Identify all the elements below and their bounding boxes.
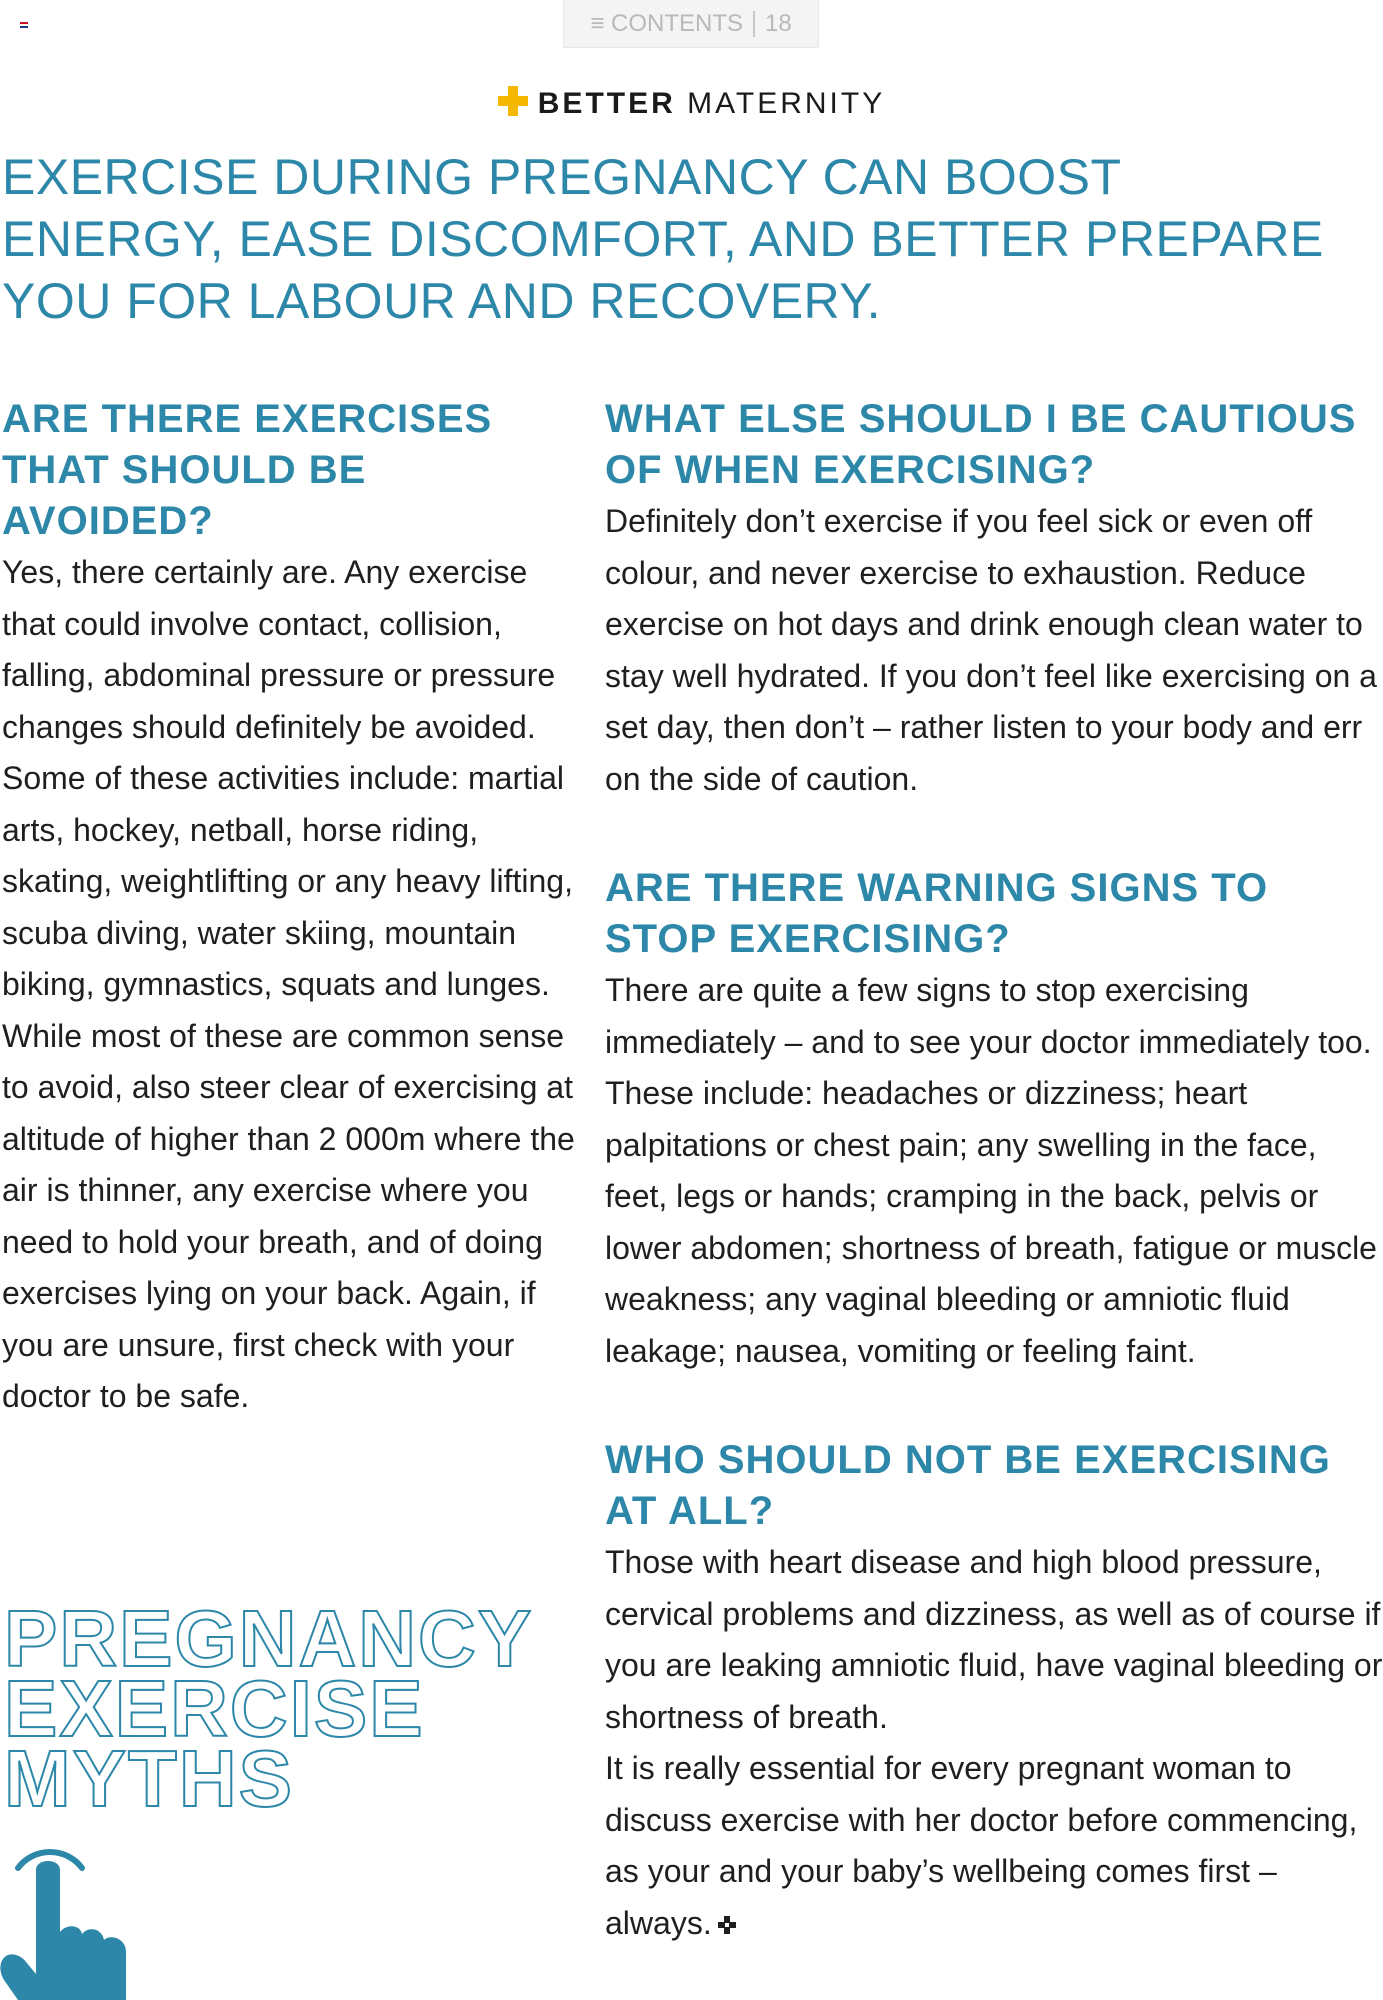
contents-label: ≡ CONTENTS xyxy=(590,9,743,37)
myths-line-1: PREGNANCY xyxy=(4,1594,534,1683)
end-mark-icon xyxy=(718,1916,736,1934)
contents-button[interactable] xyxy=(563,0,819,48)
myths-line-2: EXERCISE xyxy=(4,1664,425,1753)
question-heading: ARE THERE WARNING SIGNS TO STOP EXERCISING? xyxy=(605,866,1269,961)
left-column xyxy=(2,394,577,1423)
page-headline: EXERCISE DURING PREGNANCY CAN BOOST ENERGY, EASE DISCOMFORT, AND BETTER PREPARE YOU FOR LABOUR AND RECOVERY. xyxy=(2,149,1324,329)
page-number: 18 xyxy=(764,9,792,37)
divider xyxy=(753,11,755,37)
cross-icon xyxy=(498,86,528,116)
myths-line-3: MYTHS xyxy=(4,1734,294,1823)
flag-icon xyxy=(20,22,28,28)
pointing-hand-icon[interactable] xyxy=(0,1820,130,2000)
answer-text: There are quite a few signs to stop exercising immediately – and to see your doctor immediately too. These include: headaches or dizziness; heart palpitations or chest pain; any swelling in the face, feet, legs or hands; cramping in the back, pelvis or lower abdomen; shortness of breath, fatigue or muscle weakness; any vaginal bleeding or amniotic fluid leakage; nausea, vomiting or feeling faint. xyxy=(605,972,1377,1369)
answer-text: Yes, there certainly are. Any exercise that could involve contact, collision, falling, abdominal pressure or pressure changes should definitely be avoided. Some of these activities include: martial arts, hockey, netball, horse riding, skating, weightlifting or any heavy lifting, scuba diving, water skiing, mountain biking, gymnastics, squats and lunges. While most of these are common sense to avoid, also steer clear of exercising at altitude of higher than 2 000m where the air is thinner, any exercise where you need to hold your breath, and of doing exercises lying on your back. Again, if you are unsure, first check with your doctor to be safe. xyxy=(2,554,575,1414)
question-heading: ARE THERE EXERCISES THAT SHOULD BE AVOIDED? xyxy=(2,397,493,543)
question-heading: WHAT ELSE SHOULD I BE CAUTIOUS OF WHEN EXERCISING? xyxy=(605,397,1357,492)
answer-closing: It is really essential for every pregnant woman to discuss exercise with her doctor before commencing, as your and your baby’s wellbeing comes first – always. xyxy=(605,1750,1358,1941)
brand-header xyxy=(0,86,1383,121)
question-heading: WHO SHOULD NOT BE EXERCISING AT ALL? xyxy=(605,1438,1331,1533)
right-column xyxy=(605,394,1383,1949)
answer-text-end xyxy=(605,1743,1383,1949)
answer-text: Those with heart disease and high blood pressure, cervical problems and dizziness, as well as of course if you are leaking amniotic fluid, have vaginal bleeding or shortness of breath. xyxy=(605,1544,1383,1735)
myths-title xyxy=(4,1594,534,1823)
answer-text: Definitely don’t exercise if you feel sick or even off colour, and never exercise to exhaustion. Reduce exercise on hot days and drink enough clean water to stay well hydrated. If you don’t feel like exercising on a set day, then don’t – rather listen to your body and err on the side of caution. xyxy=(605,503,1377,797)
brand-light: MATERNITY xyxy=(687,87,886,120)
brand-bold: BETTER xyxy=(537,87,676,120)
